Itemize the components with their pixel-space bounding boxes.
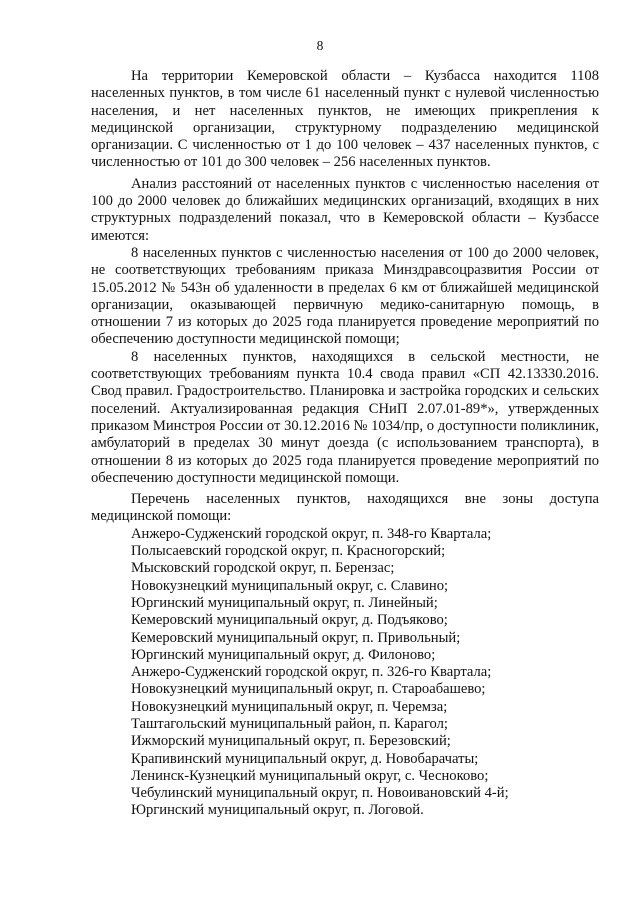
list-item: Кемеровский муниципальный округ, п. Привольный; xyxy=(131,629,461,646)
list-item: Анжеро-Судженский городской округ, п. 348-го Квартала; xyxy=(131,525,492,542)
list-item: Мысковский городской округ, п. Берензас; xyxy=(131,560,395,577)
page-number: 8 xyxy=(316,38,324,53)
list-item: Юргинский муниципальный округ, п. Линейный; xyxy=(131,594,438,611)
list-item: Новокузнецкий муниципальный округ, с. Славино; xyxy=(131,577,449,594)
list-item: Новокузнецкий муниципальный округ, п. Староабашево; xyxy=(131,681,486,698)
list-item: Новокузнецкий муниципальный округ, п. Черемза; xyxy=(131,698,448,715)
list-item: Крапивинский муниципальный округ, д. Новобарачаты; xyxy=(131,750,479,767)
list-item: Чебулинский муниципальный округ, п. Новоивановский 4-й; xyxy=(131,785,509,802)
list-item: Юргинский муниципальный округ, п. Логовой. xyxy=(131,802,424,819)
list-item: Таштагольский муниципальный район, п. Карагол; xyxy=(131,715,448,732)
list-item: Кемеровский муниципальный округ, д. Подъяково; xyxy=(131,612,448,629)
list-item: Ижморский муниципальный округ, п. Березовский; xyxy=(131,733,451,750)
paragraph-list-intro: Перечень населенных пунктов, находящихся вне зоны доступа медицинской помощи: xyxy=(91,491,599,525)
document-body xyxy=(91,68,599,820)
list-item: Юргинский муниципальный округ, д. Филоново; xyxy=(131,646,436,663)
list-item: Ленинск-Кузнецкий муниципальный округ, с. Чесноково; xyxy=(131,767,489,784)
paragraph-distance-analysis: Анализ расстояний от населенных пунктов с численностью населения от 100 до 2000 человек до ближайших медицинских организаций, входящих в них структурных подразделений показал, что в Кемеровской области – Кузбассе имеются: xyxy=(91,175,599,244)
settlements-list xyxy=(91,526,599,820)
paragraph-sp-42: 8 населенных пунктов, находящихся в сельской местности, не соответствующих требованиям пункта 10.4 свода правил «СП 42.13330.2016. Свод правил. Градостроительство. Планировка и застройка городских и сельских поселений. Актуализированная редакция СНиП 2.07.01-89*», утвержденных приказом Минстроя России от 30.12.2016 № 1034/пр, о доступности поликлиник, амбулаторий в пределах 30 минут доезда (с использованием транспорта), в отношении 8 из которых до 2025 года планируется проведение мероприятий по обеспечению доступности медицинской помощи. xyxy=(91,348,599,486)
list-item: Полысаевский городской округ, п. Красногорский; xyxy=(131,543,446,560)
paragraph-settlements-overview: На территории Кемеровской области – Кузбасса находится 1108 населенных пунктов, в том числе 61 населенный пункт с нулевой численностью населения, и нет населенных пунктов, не имеющих прикрепления к медицинской организации, структурному подразделению медицинской организации. С численностью от 1 до 100 человек – 437 населенных пунктов, с численностью от 101 до 300 человек – 256 населенных пунктов. xyxy=(91,68,599,171)
list-item: Анжеро-Судженский городской округ, п. 326-го Квартала; xyxy=(131,664,492,681)
paragraph-order-543n: 8 населенных пунктов с численностью населения от 100 до 2000 человек, не соответствующих требованиям приказа Минздравсоцразвития России от 15.05.2012 № 543н об удаленности в пределах 6 км от ближайшей медицинской организации, оказывающей первичную медико-санитарную помощь, в отношении 7 из которых до 2025 года планируется проведение мероприятий по обеспечению доступности медицинской помощи; xyxy=(91,244,599,348)
